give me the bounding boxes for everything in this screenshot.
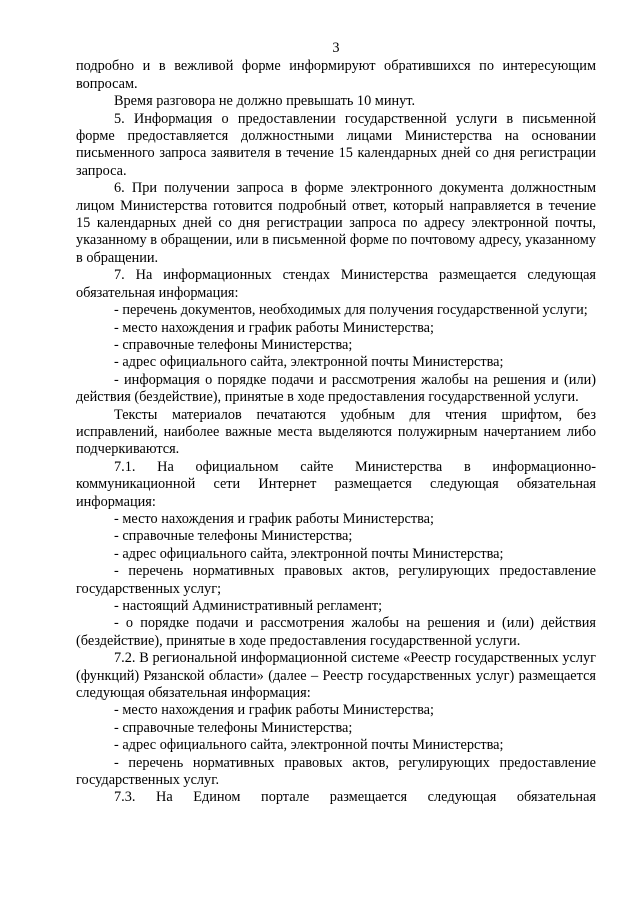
list-item-phones: - справочные телефоны Министерства; — [114, 719, 353, 736]
list-item-website: - адрес официального сайта, электронной почты Министерства; — [114, 545, 504, 562]
paragraph-item-7: 7. На информационных стендах Министерства размещается следующая обязательная информация: — [76, 267, 596, 301]
list-item-location: - место нахождения и график работы Министерства; — [114, 702, 434, 719]
paragraph-item-5: 5. Информация о предоставлении государственной услуги в письменной форме предоставляется должностными лицами Министерства на основании письменного запроса заявителя в течение 15 календарных дней со дня регистрации запроса. — [76, 110, 596, 179]
list-item-complaints: - о порядке подачи и рассмотрения жалобы на решения и (или) действия (бездействие), принятые в ходе предоставления государственной услуги. — [76, 615, 596, 649]
list-item-documents: - перечень документов, необходимых для получения государственной услуги; — [114, 302, 588, 319]
list-item-location: - место нахождения и график работы Министерства; — [114, 510, 434, 527]
list-item-complaints: - информация о порядке подачи и рассмотрения жалобы на решения и (или) действия (бездействие), принятые в ходе предоставления государственной услуги. — [76, 371, 596, 406]
document-page — [76, 40, 596, 807]
paragraph-item-6: 6. При получении запроса в форме электронного документа должностным лицом Министерства готовится подробный ответ, который направляется в течение 15 календарных дней со дня регистрации запроса по адресу электронной почты, указанному в обращении, или в письменной форме по почтовому адресу, указанному в обращении. — [76, 180, 596, 266]
list-item-website: - адрес официального сайта, электронной почты Министерства; — [114, 737, 504, 754]
paragraph-item-7-3: 7.3. На Едином портале размещается следующая обязательная — [114, 789, 596, 806]
list-item-phones: - справочные телефоны Министерства; — [114, 528, 353, 545]
list-item-phones: - справочные телефоны Министерства; — [114, 336, 353, 353]
paragraph-item-7-2: 7.2. В региональной информационной системе «Реестр государственных услуг (функций) Рязанской области» (далее – Реестр государственных услуг) размещается следующая обязательная информация: — [76, 650, 596, 702]
list-item-legal-acts: - перечень нормативных правовых актов, регулирующих предоставление государственных услуг; — [76, 563, 596, 597]
paragraph-call-duration: Время разговора не должно превышать 10 минут. — [114, 93, 416, 110]
list-item-regulation: - настоящий Административный регламент; — [114, 598, 383, 614]
list-item-location: - место нахождения и график работы Министерства; — [114, 319, 434, 336]
paragraph-continuation: подробно и в вежливой форме информируют обратившихся по интересующим вопросам. — [76, 58, 596, 92]
list-item-website: - адрес официального сайта, электронной почты Министерства; — [114, 354, 504, 371]
list-item-legal-acts: - перечень нормативных правовых актов, регулирующих предоставление государственных услуг. — [76, 754, 596, 789]
paragraph-text-materials: Тексты материалов печатаются удобным для чтения шрифтом, без исправлений, наиболее важные места выделяются полужирным начертанием либо подчеркиваются. — [76, 406, 596, 458]
paragraph-item-7-1: 7.1. На официальном сайте Министерства в информационно-коммуникационной сети Интернет размещается следующая обязательная информация: — [76, 458, 596, 510]
page-number: 3 — [332, 40, 340, 56]
